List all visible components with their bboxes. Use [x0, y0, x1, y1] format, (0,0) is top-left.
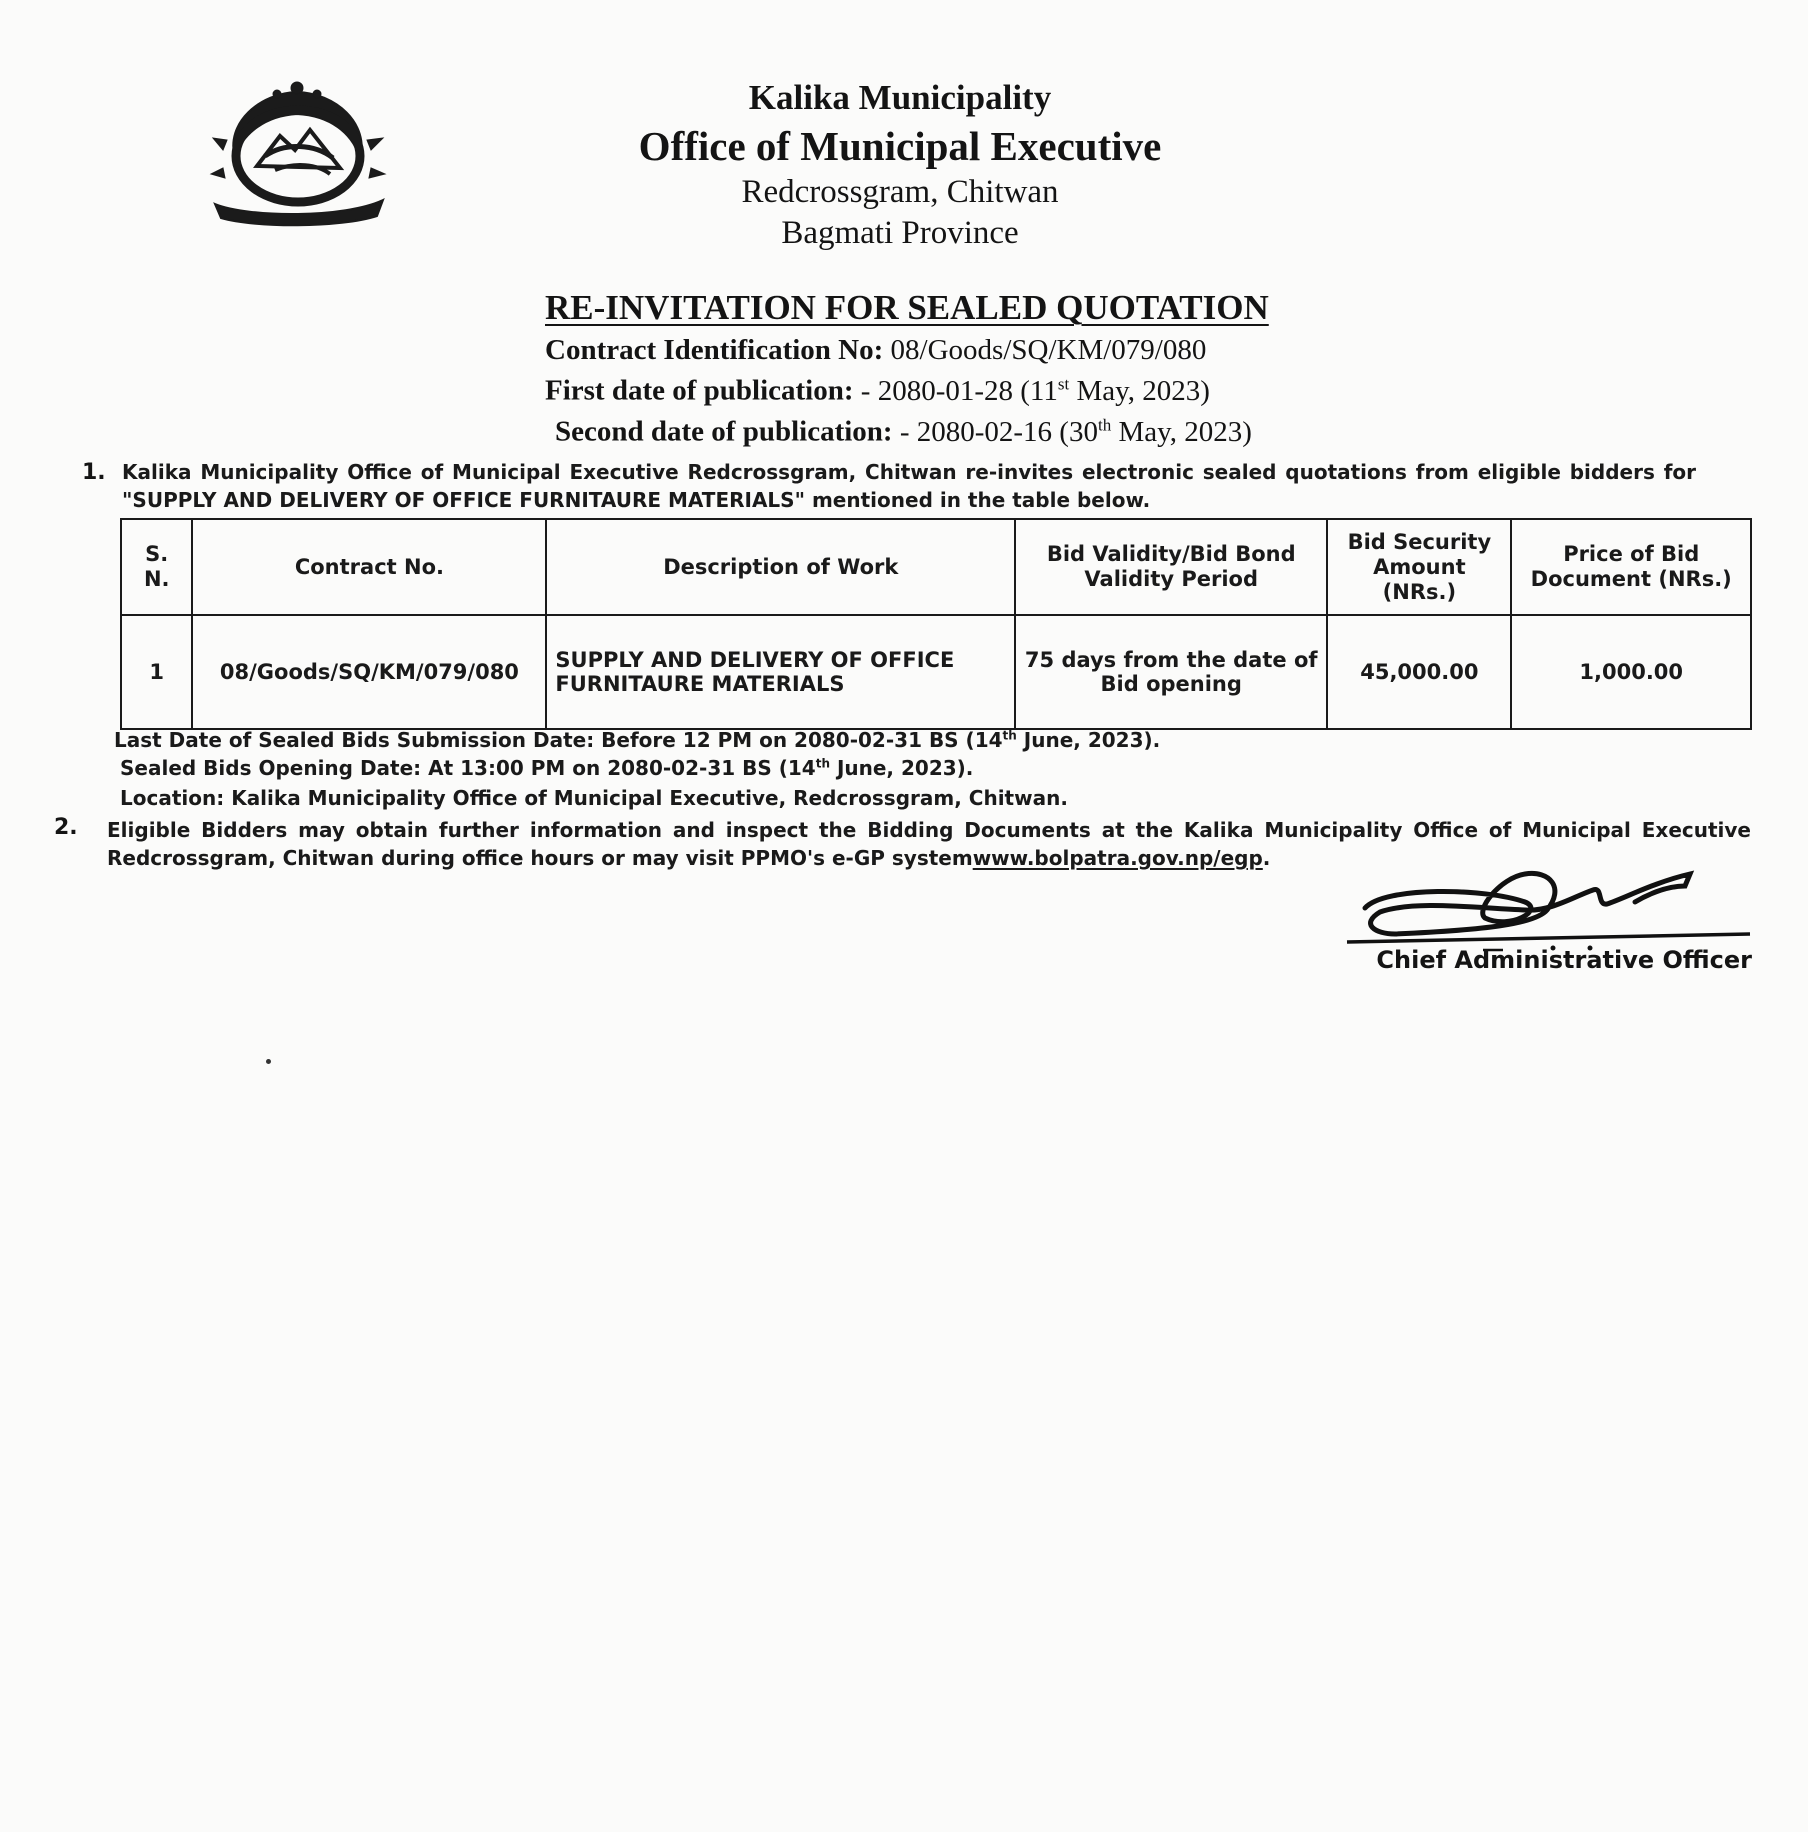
second-publication-label: Second date of publication:	[555, 415, 893, 448]
first-publication-sup: st	[1057, 374, 1070, 393]
paragraph-2-text: Redcrossgram, Chitwan during office hours or may visit PPMO's e-GP system	[107, 846, 973, 870]
paragraph-2-end: .	[1262, 846, 1271, 870]
contract-id-value: 08/Goods/SQ/KM/079/080	[890, 334, 1207, 366]
notice-title: RE-INVITATION FOR SEALED QUOTATION	[545, 288, 1269, 327]
office-name: Office of Municipal Executive	[638, 123, 1162, 169]
signatory-title: Chief Administrative Officer	[1376, 946, 1752, 974]
cell-contract-no: 08/Goods/SQ/KM/079/080	[192, 615, 546, 729]
header-sn: S. N.	[121, 519, 192, 615]
opening-date-tail: June, 2023).	[829, 756, 974, 780]
opening-date-line	[120, 756, 973, 780]
first-publication-tail: May, 2023)	[1069, 374, 1210, 407]
table-row	[121, 615, 1751, 729]
office-address: Redcrossgram, Chitwan	[741, 174, 1059, 210]
cell-bid-security: 45,000.00	[1327, 615, 1511, 729]
last-date-sup: th	[1002, 728, 1017, 743]
paragraph-1-line-2: "SUPPLY AND DELIVERY OF OFFICE FURNITAURE MATERIALS" mentioned in the table below.	[122, 488, 1151, 512]
first-publication-label: First date of publication:	[545, 374, 854, 407]
handwritten-signature-icon	[1335, 852, 1755, 952]
last-date-line	[114, 728, 1160, 752]
egp-link[interactable]: www.bolpatra.gov.np/egp	[972, 846, 1263, 870]
second-publication-tail: May, 2023)	[1111, 415, 1252, 448]
header-bid-document-price: Price of Bid Document (NRs.)	[1511, 519, 1751, 615]
cell-sn: 1	[121, 615, 192, 729]
second-publication-sup: th	[1097, 415, 1112, 434]
nepal-government-emblem-icon	[205, 78, 390, 228]
header-bid-security: Bid Security Amount (NRs.)	[1327, 519, 1511, 615]
header-bid-validity: Bid Validity/Bid Bond Validity Period	[1015, 519, 1327, 615]
paragraph-1-number: 1.	[82, 460, 106, 485]
letterhead	[500, 76, 1300, 254]
paragraph-1-line-1: Kalika Municipality Office of Municipal Executive Redcrossgram, Chitwan re-invites electronic sealed quotations from eligible bidders for	[122, 460, 1696, 484]
second-publication-line	[555, 415, 1252, 449]
first-publication-line	[545, 374, 1210, 408]
scan-speck	[266, 1059, 271, 1064]
contract-id-label: Contract Identification No:	[545, 334, 884, 366]
province: Bagmati Province	[781, 215, 1019, 251]
contract-id-line	[545, 334, 1206, 367]
header-description: Description of Work	[546, 519, 1015, 615]
cell-bid-document-price: 1,000.00	[1511, 615, 1751, 729]
bid-table	[120, 518, 1752, 730]
table-header-row	[121, 519, 1751, 615]
last-date-tail: June, 2023).	[1016, 728, 1161, 752]
second-publication-value: - 2080-02-16 (30	[899, 415, 1098, 448]
paragraph-2-line-2	[107, 846, 1270, 870]
cell-description: SUPPLY AND DELIVERY OF OFFICE FURNITAURE MATERIALS	[546, 615, 1015, 729]
paragraph-2-line-1: Eligible Bidders may obtain further information and inspect the Bidding Documents at the Kalika Municipality Office of Municipal Executive	[107, 818, 1751, 842]
last-date-text: Last Date of Sealed Bids Submission Date: Before 12 PM on 2080-02-31 BS (14	[114, 728, 1003, 752]
paragraph-2-number: 2.	[54, 815, 78, 840]
opening-date-sup: th	[815, 756, 830, 771]
location-line: Location: Kalika Municipality Office of Municipal Executive, Redcrossgram, Chitwan.	[120, 786, 1068, 810]
first-publication-value: - 2080-01-28 (11	[860, 374, 1058, 407]
header-contract-no: Contract No.	[192, 519, 546, 615]
org-name: Kalika Municipality	[748, 78, 1052, 117]
opening-date-text: Sealed Bids Opening Date: At 13:00 PM on 2080-02-31 BS (14	[120, 756, 816, 780]
cell-bid-validity: 75 days from the date of Bid opening	[1015, 615, 1327, 729]
